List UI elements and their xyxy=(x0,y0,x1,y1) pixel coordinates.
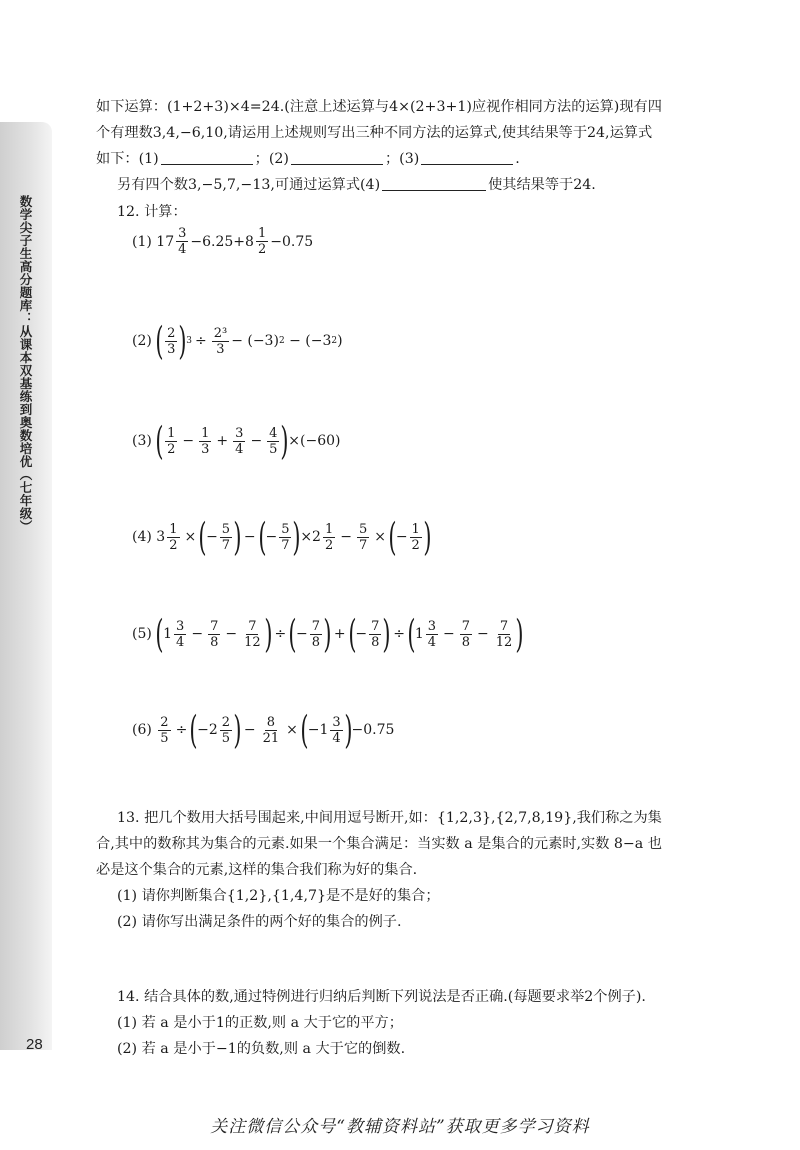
fraction: $\frac{2}{5}$ xyxy=(160,714,169,746)
fraction: $\frac{3}{4}$ xyxy=(427,618,437,650)
intro-line-1: 如下运算：(1+2+3)×4=24.(注意上述运算与4×(2+3+1)应视作相同方法的运算)现有四 xyxy=(96,99,662,115)
fraction: $\frac{1}{2}$ xyxy=(169,521,178,553)
fraction: $\frac{3}{4}$ xyxy=(332,714,341,746)
operator: × xyxy=(286,722,298,738)
item-label: (2) xyxy=(132,333,152,349)
operator: − xyxy=(243,529,256,545)
term: ) xyxy=(337,333,343,349)
operator: − xyxy=(191,626,204,642)
q12-item-1 xyxy=(132,226,313,257)
blank-3-prefix: ；(3) xyxy=(384,151,420,167)
fraction: $\frac{1}{2}$ xyxy=(411,521,420,553)
q12-item-6: (6) $\frac{2}{5}$ ÷ ( −2 $\frac{2}{5}$ ) − $\frac{8}{21}$ × ( −1 $\frac{3}{4}$ ) −0.75 xyxy=(132,708,395,752)
answer-blank-3[interactable] xyxy=(421,150,513,165)
term: 17 xyxy=(156,233,175,250)
term: − (−3) xyxy=(231,333,279,349)
sign: − xyxy=(206,529,218,545)
fraction: $\frac{5}{7}$ xyxy=(221,521,231,553)
q12-title: 12. 计算： xyxy=(117,204,187,220)
exponent: 2 xyxy=(331,336,338,346)
term: 1 xyxy=(414,626,424,642)
operator: ÷ xyxy=(175,722,188,738)
fraction: $\frac{5}{7}$ xyxy=(358,521,368,553)
fraction: $\frac{7}{8}$ xyxy=(210,618,219,650)
item-label: (5) xyxy=(132,626,152,642)
term: ×(−60) xyxy=(288,433,341,449)
sign: − xyxy=(355,626,368,642)
exponent: 3 xyxy=(186,336,192,346)
fraction: $\frac{1}{2}$ xyxy=(324,521,334,553)
term: −0.75 xyxy=(270,233,314,250)
operator: − xyxy=(243,722,256,738)
item-label: (1) xyxy=(132,233,152,250)
operator: + xyxy=(333,626,346,642)
fraction: $\frac{3}{4}$ xyxy=(178,226,187,257)
blank-2-prefix: ；(2) xyxy=(254,151,289,167)
intro-line-2: 个有理数3,4,−6,10,请运用上述规则写出三种不同方法的运算式,使其结果等于24,运算式 xyxy=(96,125,653,141)
q12-item-4: (4) 3 $\frac{1}{2}$ × ( − $\frac{5}{7}$ ) − ( − $\frac{5}{7}$ ) ×2 $\frac{1}{2}$ − $\frac{5}{7}$ × ( − $\frac{1}{2}$ ) xyxy=(132,515,432,559)
term: −1 xyxy=(307,722,329,738)
q14-sub-1: (1) 若 a 是小于1的正数,则 a 大于它的平方； xyxy=(117,1015,403,1031)
operator: ÷ xyxy=(393,626,405,642)
fraction: $\frac{1}{2}$ xyxy=(257,226,267,257)
fraction: $\frac{1}{3}$ xyxy=(201,425,210,457)
item-label: (3) xyxy=(132,433,152,449)
answer-blank-4[interactable] xyxy=(382,176,486,191)
q13-line-2: 合,其中的数称其为集合的元素.如果一个集合满足：当实数 a 是集合的元素时,实数 8−a 也 xyxy=(96,836,662,852)
fraction: $\frac{7}{8}$ xyxy=(311,618,321,650)
sign: − xyxy=(395,529,408,545)
intro-line-3 xyxy=(96,149,716,169)
q14-line-1: 14. 结合具体的数,通过特例进行归纳后判断下列说法是否正确.(每题要求举2个例子). xyxy=(117,989,646,1005)
answer-blank-2[interactable] xyxy=(291,150,383,165)
q13-sub-1: (1) 请你判断集合{1,2},{1,4,7}是不是好的集合； xyxy=(117,888,440,904)
operator: − xyxy=(225,626,238,642)
fraction: $\frac{4}{5}$ xyxy=(269,425,278,457)
term: −6.25+8 xyxy=(190,233,254,250)
page-number: 28 xyxy=(26,1036,43,1053)
fraction: $\frac{7}{8}$ xyxy=(371,618,380,650)
footer-watermark: 关注微信公众号“教辅资料站”获取更多学习资料 xyxy=(210,1117,590,1137)
term: 1 xyxy=(163,626,173,642)
q13-line-3: 必是这个集合的元素,这样的集合我们称为好的集合. xyxy=(96,862,418,878)
sign: − xyxy=(265,529,278,545)
operator: × xyxy=(374,529,386,545)
sign: − xyxy=(296,626,308,642)
fraction: $\frac{\text{2³}}{3}$ xyxy=(213,325,228,357)
fraction: $\frac{7}{12}$ xyxy=(244,618,261,650)
operator: ÷ xyxy=(194,333,207,349)
item-label: (4) xyxy=(132,529,152,545)
term: −0.75 xyxy=(351,722,395,738)
blank-1-prefix: 如下：(1) xyxy=(96,151,159,167)
exponent: 2 xyxy=(278,336,285,346)
q14-sub-2: (2) 若 a 是小于−1的负数,则 a 大于它的倒数. xyxy=(117,1041,406,1057)
line-end: . xyxy=(515,151,520,167)
term: − (−3 xyxy=(289,333,332,349)
operator: × xyxy=(184,529,197,545)
fraction: $\frac{3}{4}$ xyxy=(235,425,244,457)
fraction: $\frac{3}{4}$ xyxy=(176,618,185,650)
fraction: $\frac{7}{8}$ xyxy=(461,618,471,650)
fraction: $\frac{2}{3}$ xyxy=(167,325,176,357)
item-label: (6) xyxy=(132,722,152,738)
answer-blank-1[interactable] xyxy=(161,150,253,165)
q12-item-3: (3) ( $\frac{1}{2}$ − $\frac{1}{3}$ + $\frac{3}{4}$ − $\frac{4}{5}$ ) ×(−60) xyxy=(132,419,341,463)
fraction: $\frac{8}{21}$ xyxy=(262,714,280,746)
q12-item-5: (5) ( 1 $\frac{3}{4}$ − $\frac{7}{8}$ − $\frac{7}{12}$ ) ÷ ( − $\frac{7}{8}$ ) + ( − $\frac{7}{8}$ ) ÷ ( 1 $\frac{3}{4}$ − $\frac{7}{8}$ − $\frac{7}{12}$ ) xyxy=(132,612,524,656)
fraction: $\frac{1}{2}$ xyxy=(167,425,176,457)
operator: − xyxy=(340,529,352,545)
fraction: $\frac{7}{12}$ xyxy=(495,618,513,650)
intro-line-4 xyxy=(117,175,737,195)
operator: − xyxy=(182,433,195,449)
term: ×2 xyxy=(300,529,321,545)
operator: ÷ xyxy=(274,626,287,642)
term: −2 xyxy=(197,722,218,738)
q12-item-2: (2) ( $\frac{2}{3}$ ) 3 ÷ $\frac{\text{2³}}{3}$ − (−3) 2 − (−3 2 ) xyxy=(132,319,343,363)
operator: + xyxy=(216,433,229,449)
blank-4-prefix: 另有四个数3,−5,7,−13,可通过运算式(4) xyxy=(117,177,381,193)
operator: − xyxy=(443,626,455,642)
q13-sub-2: (2) 请你写出满足条件的两个好的集合的例子. xyxy=(117,914,402,930)
fraction: $\frac{5}{7}$ xyxy=(281,521,290,553)
term: 3 xyxy=(156,529,166,545)
book-title-vertical: 数学尖子生高分题库：从课本双基练到奥数培优（七年级） xyxy=(18,195,33,533)
blank-4-suffix: 使其结果等于24. xyxy=(488,177,596,193)
operator: − xyxy=(477,626,489,642)
operator: − xyxy=(250,433,263,449)
q13-line-1: 13. 把几个数用大括号围起来,中间用逗号断开,如：{1,2,3},{2,7,8,19},我们称之为集 xyxy=(117,810,662,826)
fraction: $\frac{2}{5}$ xyxy=(221,714,231,746)
